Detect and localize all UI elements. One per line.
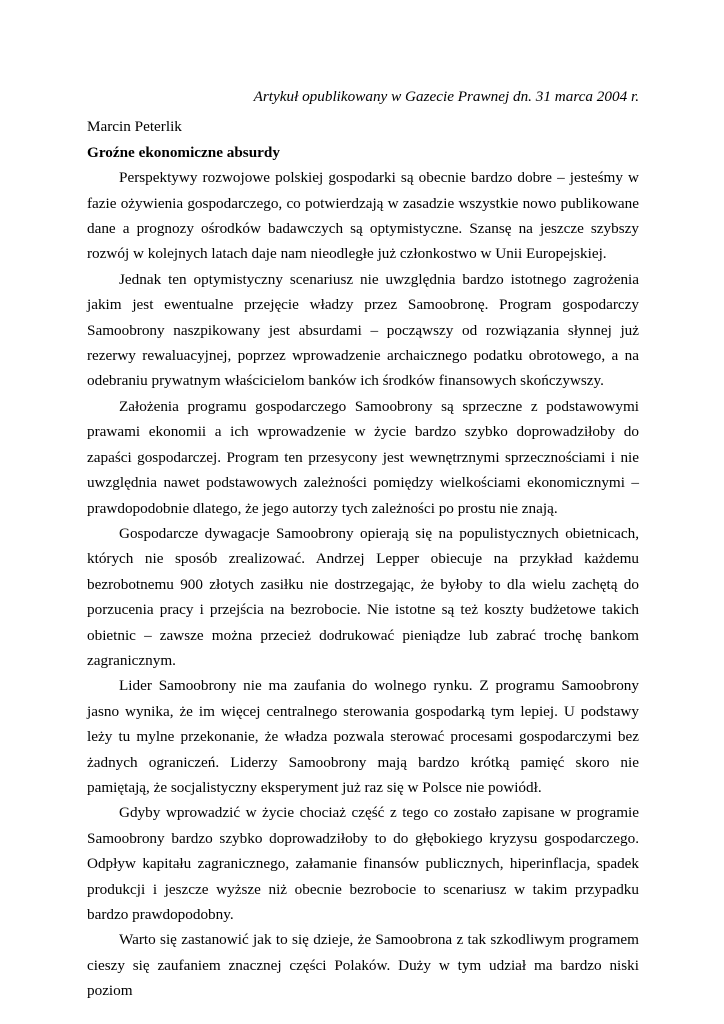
article-paragraph-5: Lider Samoobrony nie ma zaufania do wolnego rynku. Z programu Samoobrony jasno wynika, że im więcej centralnego sterowania gospodarką tym lepiej. U podstawy leży tu mylne przekonanie, że władza pozwala sterować procesami gospodarczymi bez żadnych ograniczeń. Liderzy Samoobrony mają bardzo krótką pamięć skoro nie pamiętają, że socjalistyczny eksperyment już raz się w Polsce nie powiódł. (87, 677, 639, 796)
document-page (87, 84, 639, 1004)
publication-note: Artykuł opublikowany w Gazecie Prawnej dn. 31 marca 2004 r. (253, 88, 639, 105)
article-paragraph-4: Gospodarcze dywagacje Samoobrony opierają się na populistycznych obietnicach, których nie sposób zrealizować. Andrzej Lepper obiecuje na przykład każdemu bezrobotnemu 900 złotych zasiłku nie dostrzegając, że byłoby to dla wielu zachętą do porzucenia pracy i przejścia na bezrobocie. Nie istotne są też koszty budżetowe takich obietnic – zawsze można przecież dodrukować pieniądze lub zabrać trochę bankom zagranicznym. (87, 524, 639, 669)
article-paragraph-7: Warto się zastanowić jak to się dzieje, że Samoobrona z tak szkodliwym programem cieszy się zaufaniem znacznej części Polaków. Duży w tym udział ma bardzo niski poziom (87, 931, 639, 1000)
article-paragraph-6: Gdyby wprowadzić w życie chociaż część z tego co zostało zapisane w programie Samoobrony bardzo szybko doprowadziłoby to do głębokiego kryzysu gospodarczego. Odpływ kapitału zagranicznego, załamanie finansów publicznych, hiperinflacja, spadek produkcji i jeszcze wyższe niż obecnie bezrobocie to scenariusz w takim przypadku bardzo prawdopodobny. (87, 804, 639, 923)
article-author: Marcin Peterlik (87, 118, 182, 136)
article-paragraph-2: Jednak ten optymistyczny scenariusz nie uwzględnia bardzo istotnego zagrożenia jakim jest ewentualne przejęcie władzy przez Samoobronę. Program gospodarczy Samoobrony naszpikowany jest absurdami – począwszy od rozwiązania słynnej już rezerwy rewaluacyjnej, poprzez wprowadzenie archaicznego podatku obrotowego, a na odebraniu prywatnym właścicielom banków ich środków finansowych skończywszy. (87, 270, 639, 390)
article-title: Groźne ekonomiczne absurdy (87, 143, 280, 161)
article-paragraph-3: Założenia programu gospodarczego Samoobrony są sprzeczne z podstawowymi prawami ekonomii a ich wprowadzenie w życie bardzo szybko doprowadziłoby do zapaści gospodarczej. Program ten przesycony jest wewnętrznymi sprzecznościami i nie uwzględnia nawet podstawowych zależności pomiędzy wielkościami ekonomicznymi – prawdopodobnie dlatego, że jego autorzy tych zależności po prostu nie znają. (87, 397, 639, 517)
article-paragraph-1: Perspektywy rozwojowe polskiej gospodarki są obecnie bardzo dobre – jesteśmy w fazie ożywienia gospodarczego, co potwierdzają w zasadzie wszystkie nowo publikowane dane a prognozy ośrodków badawczych są optymistyczne. Szansę na jeszcze szybszy rozwój w kolejnych latach daje nam nieodległe już członkostwo w Unii Europejskiej. (87, 169, 639, 263)
